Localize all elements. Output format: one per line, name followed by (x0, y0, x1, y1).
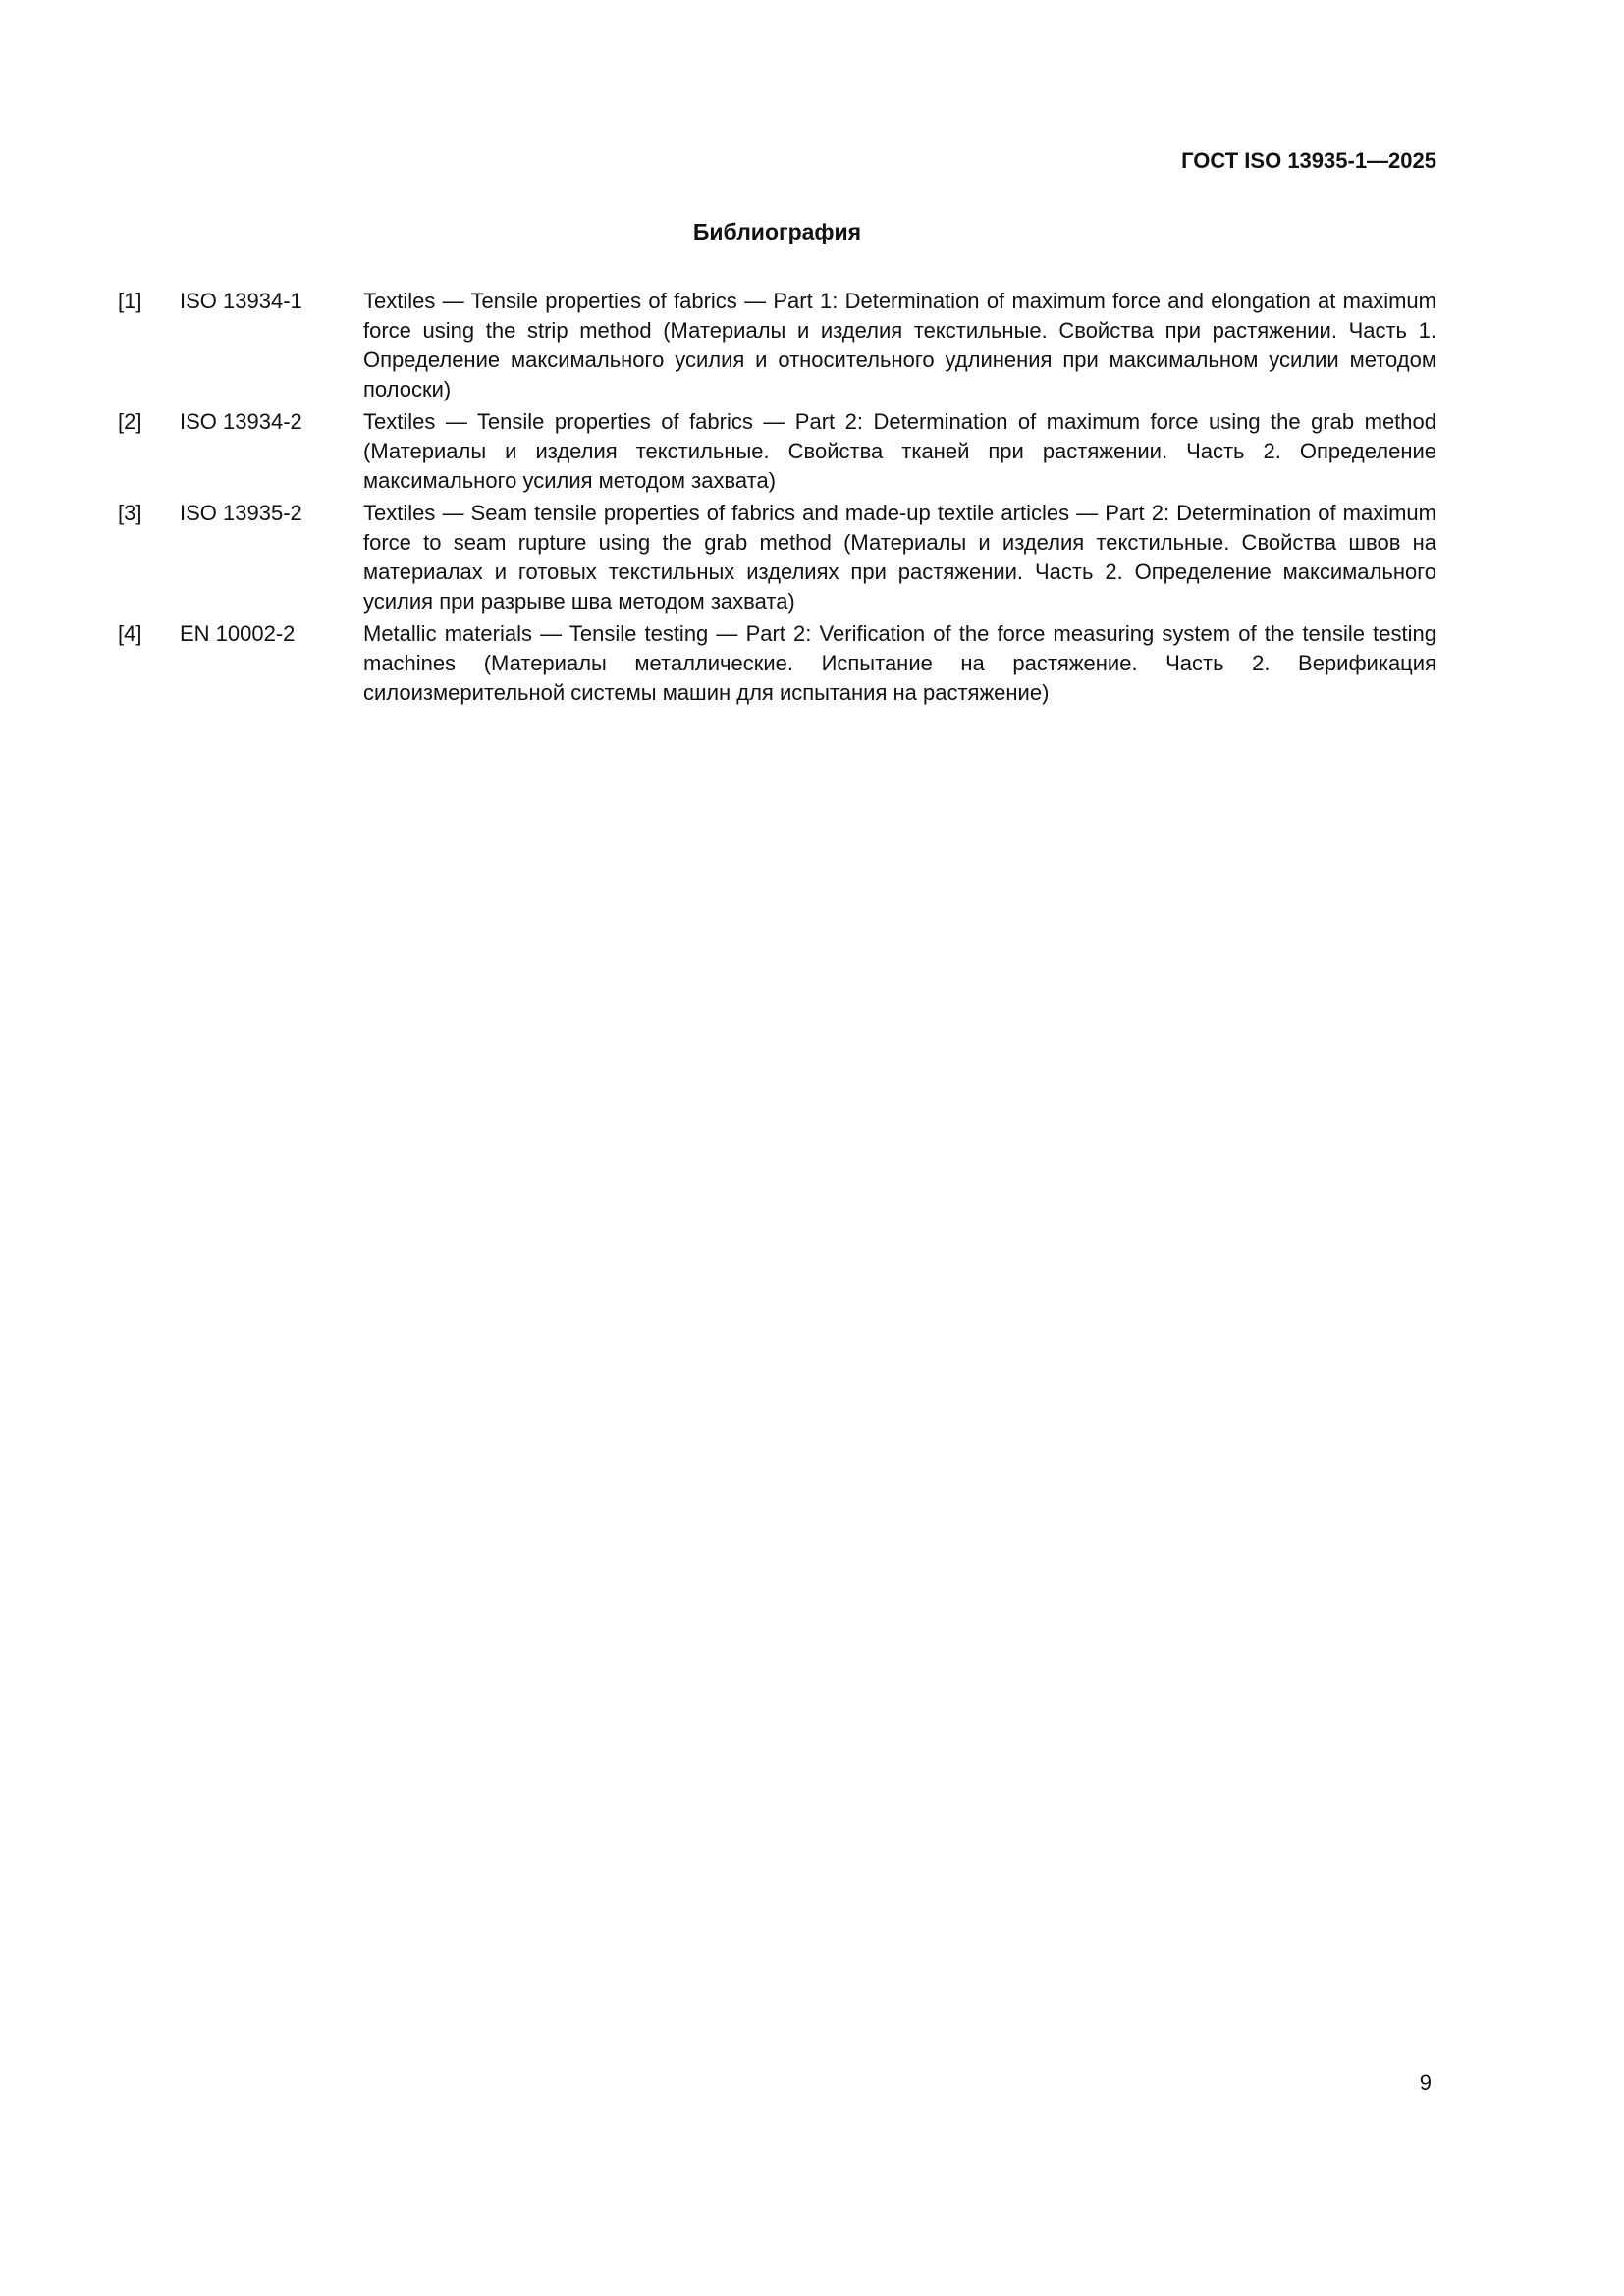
bibliography-entry (118, 499, 1436, 616)
bibliography-entry (118, 619, 1436, 708)
entry-standard-code: ISO 13935-2 (180, 501, 302, 525)
entry-ref-number: [2] (118, 409, 142, 434)
entry-text: Textiles — Tensile properties of fabrics — Part 2: Determination of maximum force using the grab method (Материалы и изделия текстильные. Свойства тканей при растяжении. Часть 2. Определение максимального усилия методом захвата) (363, 409, 1436, 493)
standard-designation: ГОСТ ISO 13935-1—2025 (1181, 148, 1436, 173)
page-number: 9 (1419, 2070, 1432, 2095)
entry-standard-code: ISO 13934-2 (180, 409, 302, 434)
entry-text: Textiles — Seam tensile properties of fabrics and made-up textile articles — Part 2: Determination of maximum force to seam rupture using the grab method (Материалы и изделия текстильные. Свойства швов на материалах и готовых текстильных изделиях при растяжении. Часть 2. Определение максимального усилия при разрыве шва методом захвата) (363, 501, 1436, 614)
bibliography-entry (118, 407, 1436, 496)
document-content (118, 147, 1436, 711)
bibliography-list (118, 287, 1436, 708)
entry-text: Metallic materials — Tensile testing — Part 2: Verification of the force measuring system of the tensile testing machines (Материалы металлические. Испытание на растяжение. Часть 2. Верификация силоизмерительной системы машин для испытания на растяжение) (363, 621, 1436, 705)
document-header (118, 147, 1436, 175)
entry-standard-code: EN 10002-2 (180, 621, 296, 646)
entry-text: Textiles — Tensile properties of fabrics — Part 1: Determination of maximum force and elongation at maximum force using the strip method (Материалы и изделия текстильные. Свойства при растяжении. Часть 1. Определение максимального усилия и относительного удлинения при максимальном усилии методом полоски) (363, 289, 1436, 401)
entry-ref-number: [3] (118, 501, 142, 525)
section-title: Библиография (692, 219, 862, 244)
entry-ref-number: [1] (118, 289, 142, 313)
bibliography-entry (118, 287, 1436, 404)
entry-ref-number: [4] (118, 621, 142, 646)
entry-standard-code: ISO 13934-1 (180, 289, 302, 313)
